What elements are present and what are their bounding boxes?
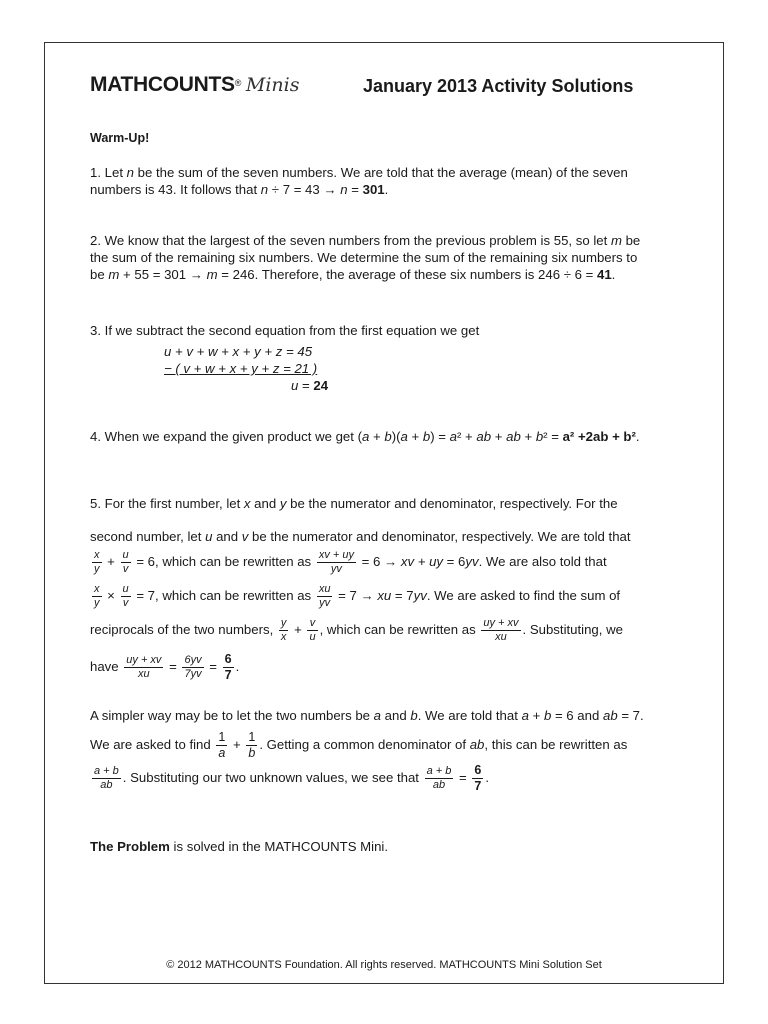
logo <box>90 73 299 97</box>
p2-line2: the sum of the remaining six numbers. We determine the sum of the remaining six numbers to <box>90 250 638 265</box>
fraction: $\frac{x}{y}$ <box>94 549 100 575</box>
p5-line2: second number, let u and v be the numerator and denominator, respectively. We are told that <box>90 529 631 544</box>
p5-line5: reciprocals of the two numbers, $\frac{y}{x}$ + $\frac{v}{u}$ , which can be rewritten as $\frac{uy + xv}{xu}$ . Substituting, we <box>90 617 623 643</box>
fraction: $\frac{1}{a}$ <box>218 730 226 760</box>
fraction: $\frac{uy + xv}{xu}$ <box>483 617 519 643</box>
p5-line6: have $\frac{uy + xv}{xu}$ = $\frac{6yv}{7yv}$ = $\frac{6}{7}$ . <box>90 652 240 682</box>
p4-line: 4. When we expand the given product we get (a + b)(a + b) = a² + ab + ab + b² = a² +2ab + b². <box>90 429 640 444</box>
fraction: $\frac{v}{u}$ <box>309 617 316 643</box>
p6-line3: $\frac{a + b}{ab}$ . Substituting our two unknown values, we see that $\frac{a + b}{ab}$ = $\frac{6}{7}$ . <box>94 763 490 793</box>
p3-result: u = 24 <box>291 378 329 393</box>
fraction: $\frac{u}{v}$ <box>122 549 129 575</box>
p3-equation1: u + v + w + x + y + z = 45 <box>164 344 313 359</box>
fraction: $\frac{x}{y}$ <box>94 583 100 609</box>
fraction: $\frac{xv + uy}{yv}$ <box>318 549 354 575</box>
answer-fraction: $\frac{6}{7}$ <box>474 763 482 793</box>
p5-line4: $\frac{x}{y}$ × $\frac{u}{v}$ = 7, which can be rewritten as $\frac{xu}{yv}$ = 7 → xu = 7yv. We are asked to find the sum of <box>94 583 621 609</box>
fraction: $\frac{xu}{yv}$ <box>318 583 331 609</box>
footer-copyright: © 2012 MATHCOUNTS Foundation. All rights reserved. MATHCOUNTS Mini Solution Set <box>166 959 602 971</box>
answer-fraction: $\frac{6}{7}$ <box>224 652 232 682</box>
fraction: $\frac{y}{x}$ <box>280 617 287 643</box>
page-title: January 2013 Activity Solutions <box>363 76 634 96</box>
p5-line1: 5. For the first number, let x and y be the numerator and denominator, respectively. For the <box>90 496 618 511</box>
fraction: $\frac{6yv}{7yv}$ <box>184 654 202 680</box>
fraction: $\frac{uy + xv}{xu}$ <box>126 654 162 680</box>
p5-line3: $\frac{x}{y}$ + $\frac{u}{v}$ = 6, which can be rewritten as $\frac{xv + uy}{yv}$ = 6 → xv + uy = 6yv. We are also told that <box>94 549 607 575</box>
logo-registered-mark: ® <box>234 78 242 88</box>
p2-line3: be m + 55 = 301 → m = 246. Therefore, the average of these six numbers is 246 ÷ 6 = 41. <box>90 267 616 282</box>
p1-line1: 1. Let n be the sum of the seven numbers. We are told that the average (mean) of the seven <box>90 165 628 180</box>
p2-line1: 2. We know that the largest of the seven numbers from the previous problem is 55, so let m be <box>90 233 641 248</box>
fraction: $\frac{a + b}{ab}$ <box>94 765 119 791</box>
p7-line: The Problem is solved in the MATHCOUNTS Mini. <box>90 839 389 854</box>
fraction: $\frac{a + b}{ab}$ <box>426 765 452 791</box>
p3-intro: 3. If we subtract the second equation from the first equation we get <box>90 323 480 338</box>
p1-line2: numbers is 43. It follows that n ÷ 7 = 43 → n = 301. <box>90 182 389 197</box>
p6-line1: A simpler way may be to let the two numbers be a and b. We are told that a + b = 6 and ab = 7. <box>90 708 644 723</box>
section-heading: Warm-Up! <box>90 131 150 145</box>
logo-wordmark: MATHCOUNTS <box>90 73 235 96</box>
fraction: $\frac{1}{b}$ <box>248 730 256 760</box>
p6-line2: We are asked to find $\frac{1}{a}$ + $\frac{1}{b}$ . Getting a common denominator of ab, this can be rewritten as <box>90 730 628 760</box>
logo-minis: Minis <box>245 74 300 96</box>
p3-equation2: − ( v + w + x + y + z = 21 ) <box>164 361 318 376</box>
fraction: $\frac{u}{v}$ <box>122 583 129 609</box>
